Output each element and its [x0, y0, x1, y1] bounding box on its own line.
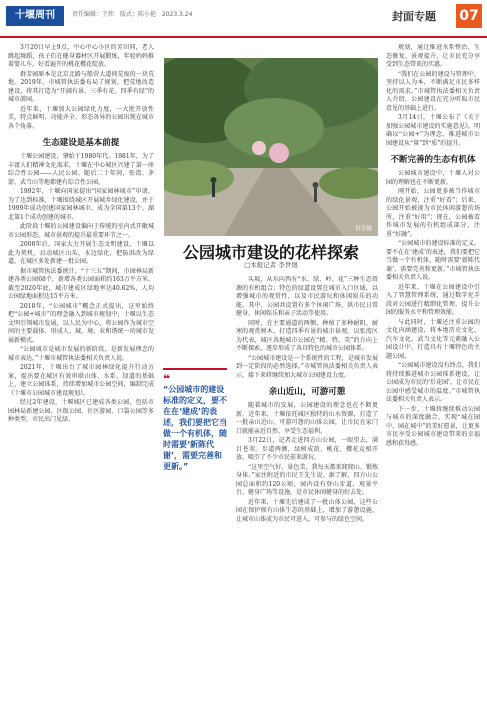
editor-credit: 责任编辑：王炜 — [72, 11, 115, 18]
paragraph: 规划，通过推进水系整治、生态修复、景观提升，让市民充分享受到生态带来的实惠。 — [386, 44, 480, 68]
article-title: 公园城市建设的花样探索 — [182, 243, 359, 262]
subheading: 亲山近山，可游可憩 — [268, 387, 346, 397]
paragraph: 1992年，十堰向国家提出“国家园林城市”申请，为了达到标准，十堰围绕城区开展城乡绿化建设，并于1999年成功创建国家园林城市，成为全国第13个、湖北第1个成功创建的城市。 — [8, 188, 154, 221]
paragraph: 随着城市的发展，公园建设的理念也在不断更新。近年来，十堰依托城区独特的山水资源，打造了一批亲山近山、可游可憩的山体公园，让市民在家门口就能亲近自然、享受生态福利。 — [236, 402, 378, 435]
photo-caption: 舒芳摄 — [355, 226, 372, 232]
paragraph: 3月20日早上9点，中心中心小区的芳田同，老人跳起舞蹈，孩子们在健身器材区开展锻炼，年轻妈妈推着婴儿车，好看遍开的桃花樱花绽放。 — [8, 44, 154, 68]
paragraph: 同时，在主要通道的两侧，种植了多种耐阴、耐寒的观赏树木，打造四季有景的城市景观。以张湾区为代表，城区各地城市公园在“精、特、美”的方向上不断探索，逐步形成了各具特色的城市公园体系。 — [236, 319, 378, 352]
paragraph: 刚开始，公园更多被当作城市的绿化景观，注重“好看”；后来，公园开始被视为市民休闲游憩的场所，注重“好用”；现在，公园被看作城市发展的有机组成部分，注重“好融”。 — [386, 188, 480, 238]
paragraph: 公园城市建设中，十堰人对公园的理解也在不断更新。 — [386, 170, 480, 186]
paragraph: 3月14日，十堰公布了《关于加强公园城市建设的实施意见》，明确以“公园+”为理念，推进城市公园建设从“量”到“质”的提升。 — [386, 114, 480, 147]
paragraph: 群芳园原本是北京北路与船营大道间荒废的一块荒地。2019年，市城管执法委布局了规划，把荒地改造建设，将其打造为“开阔有景、三季有花、四季有绿”的城市游园。 — [8, 70, 154, 103]
paragraph: 此阶段十堰的公园建设偏向于传统的室内式开敞城市公园形态，城市景观的提升最重要环节之一。 — [8, 223, 154, 239]
paragraph: 经过2年建设，十堰城区已建成各类公园，包括市园林局新建公园、区级公园、社区游园、口袋公园等多种类型，市民出门见绿。 — [8, 399, 154, 423]
issue-date: 2023.3.24 — [161, 11, 193, 18]
designer-credit: 版式：陈小艳 — [119, 11, 156, 18]
subheading: 不断完善的生态有机体 — [390, 155, 476, 165]
paragraph: “公园城市的建设标准的定义，要不在在‘建成’的表述，我们要把它当做一个有机体，随时需要‘新陈代谢’，需要完善和更新。”市城管执法委相关负责人说。 — [386, 240, 480, 281]
paragraph: 与此同时，十堰还注重公园的文化内涵建设，将本地历史文化、汽车文化、武当文化等元素融入公园设计中，打造具有十堰特色的主题公园。 — [386, 318, 480, 360]
page-number: 07 — [456, 4, 482, 28]
paragraph: 近年来，十堰加大公园绿化力度，一大批开放性美、特点鲜明、功能齐全、形态各异的公园出现在城市各个角落。 — [8, 105, 154, 130]
article-column-3 — [386, 44, 480, 700]
paragraph: “公园城市是城市发展的新阶段，是新发展理念的城市表达。”十堰市城管执法委相关负责人说。 — [8, 346, 154, 362]
subheading: 生态建设是基本前提 — [42, 138, 120, 148]
paragraph: 2018年，“公园城市”概念正式提出，这里始终把“公园+城市”的理念融入到城市规划中，十堰以生态文明引领城市发展，以人民为中心，将公园作为城市空间的主要载体，形成人、城、境、业和谐统一的城市发展新模式。 — [8, 302, 154, 344]
paragraph: 近年来，十堰先后建成了一批山体公园，这些公园在保护原有山体生态的基础上，增加了游憩设施，让城市山体成为市民可进入、可参与的绿色空间。 — [236, 498, 378, 523]
park-photo-illustration — [164, 58, 378, 236]
section-title: 封面专题 — [392, 10, 436, 23]
paragraph: 2021年，十堰出台了城市园林绿化提升行动方案，提出要在城区有效串联山体、水系、绿道的基础上，建立公园体系，持续增加城市公园空间，编制完成《十堰市公园城市建设规划》。 — [8, 364, 154, 397]
quote-mark-icon: ❝ — [163, 372, 171, 386]
page-header — [0, 0, 487, 38]
paragraph: “公园城市建设没有终点，我们将持续推进城市公园体系建设，让公园成为市民的‘后花园’，让市民在公园中感受城市的温度。”市城管执法委相关负责人表示。 — [386, 362, 480, 403]
paragraph: 3月22日，记者走进四方山公园，一眼望去，满目苍翠。步道两侧，绿树成荫，桃花、樱花竞相开放，吸引了不少市民前来游玩。 — [236, 437, 378, 461]
page-meta — [72, 9, 196, 18]
paragraph: 近年来，十堰在公园建设中引入了智慧管理系统，通过数字化手段对公园进行精细化管理，提升公园的服务水平和管理效能。 — [386, 283, 480, 316]
park-photo — [164, 58, 378, 236]
article-byline: □本报记者 李世煜 — [244, 261, 298, 269]
article-column-1 — [8, 44, 154, 700]
paragraph: “公园城市建设是一个系统性的工程，是城市发展到一定阶段的必然选择。”市城管执法委相关负责人表示，接下来将继续加大城市公园建设力度。 — [236, 354, 378, 379]
paragraph: 头坡，从东向西有“水、绿、岭、花”三种生态资源的有机组合；特色的绿道设置在城市入口区域，以增强城市的观赏性，以及市民游玩和休闲娱乐的功能。其中，公园共设置有多个休闲广场，供市民日常健身、休闲娱乐和亲子活动等使用。 — [236, 276, 378, 317]
paragraph: 十堰公园建设，肇始于1980年代。1981年，为了丰富人们精神文化需求，十堰在中心城区兴建了第一座综合性公园——人民公园。随后二十年间，张湾、茅箭、武当山等地都建有综合性公园。 — [8, 153, 154, 186]
paragraph: “我们在公园的建设与管理中，坚持以人为本，不断满足市民多样化的需求。”市城管执法委相关负责人介绍，公园建设在充分听取市民意见的基础上进行。 — [386, 70, 480, 112]
paragraph: 2008年后，国家大力开展生态文明建设，十堰以此为契机，启动城区山头、水边绿化，把防洪改为绿道，在城区多处新建一批公园。 — [8, 241, 154, 265]
article-column-2 — [236, 276, 378, 700]
paragraph: “这里空气好、景色美，我每天都来爬爬山、锻炼身体。”家住附近的市民王先生说。据了解，四方山公园总面积约120公顷，园内设有登山步道、观景平台、健身广场等设施，是市民休闲健身的好去处。 — [236, 463, 378, 496]
newspaper-logo: 十堰周刊 — [6, 6, 64, 26]
pull-quote — [163, 368, 227, 472]
paragraph: 下一步，十堰将继续推动公园与城市的深度融合，实现“城在园中、园在城中”的美好愿景，让更多市民享受公园城市建设带来的幸福感和获得感。 — [386, 405, 480, 447]
paragraph: 据市城管执法委统计，“十三五”期间，市园林局新建各类公园68个，新增各类公园面积约163万平方米，截至2020年底，城市建成区绿地率达40.62%，人均公园绿地面积达15平方米。 — [8, 267, 154, 300]
pull-quote-text: “公园城市的建设标准的定义，要不在在‘建成’的表述，我们要把它当做一个有机体，随时需要‘新陈代谢’，需要完善和更新。” — [163, 385, 227, 471]
